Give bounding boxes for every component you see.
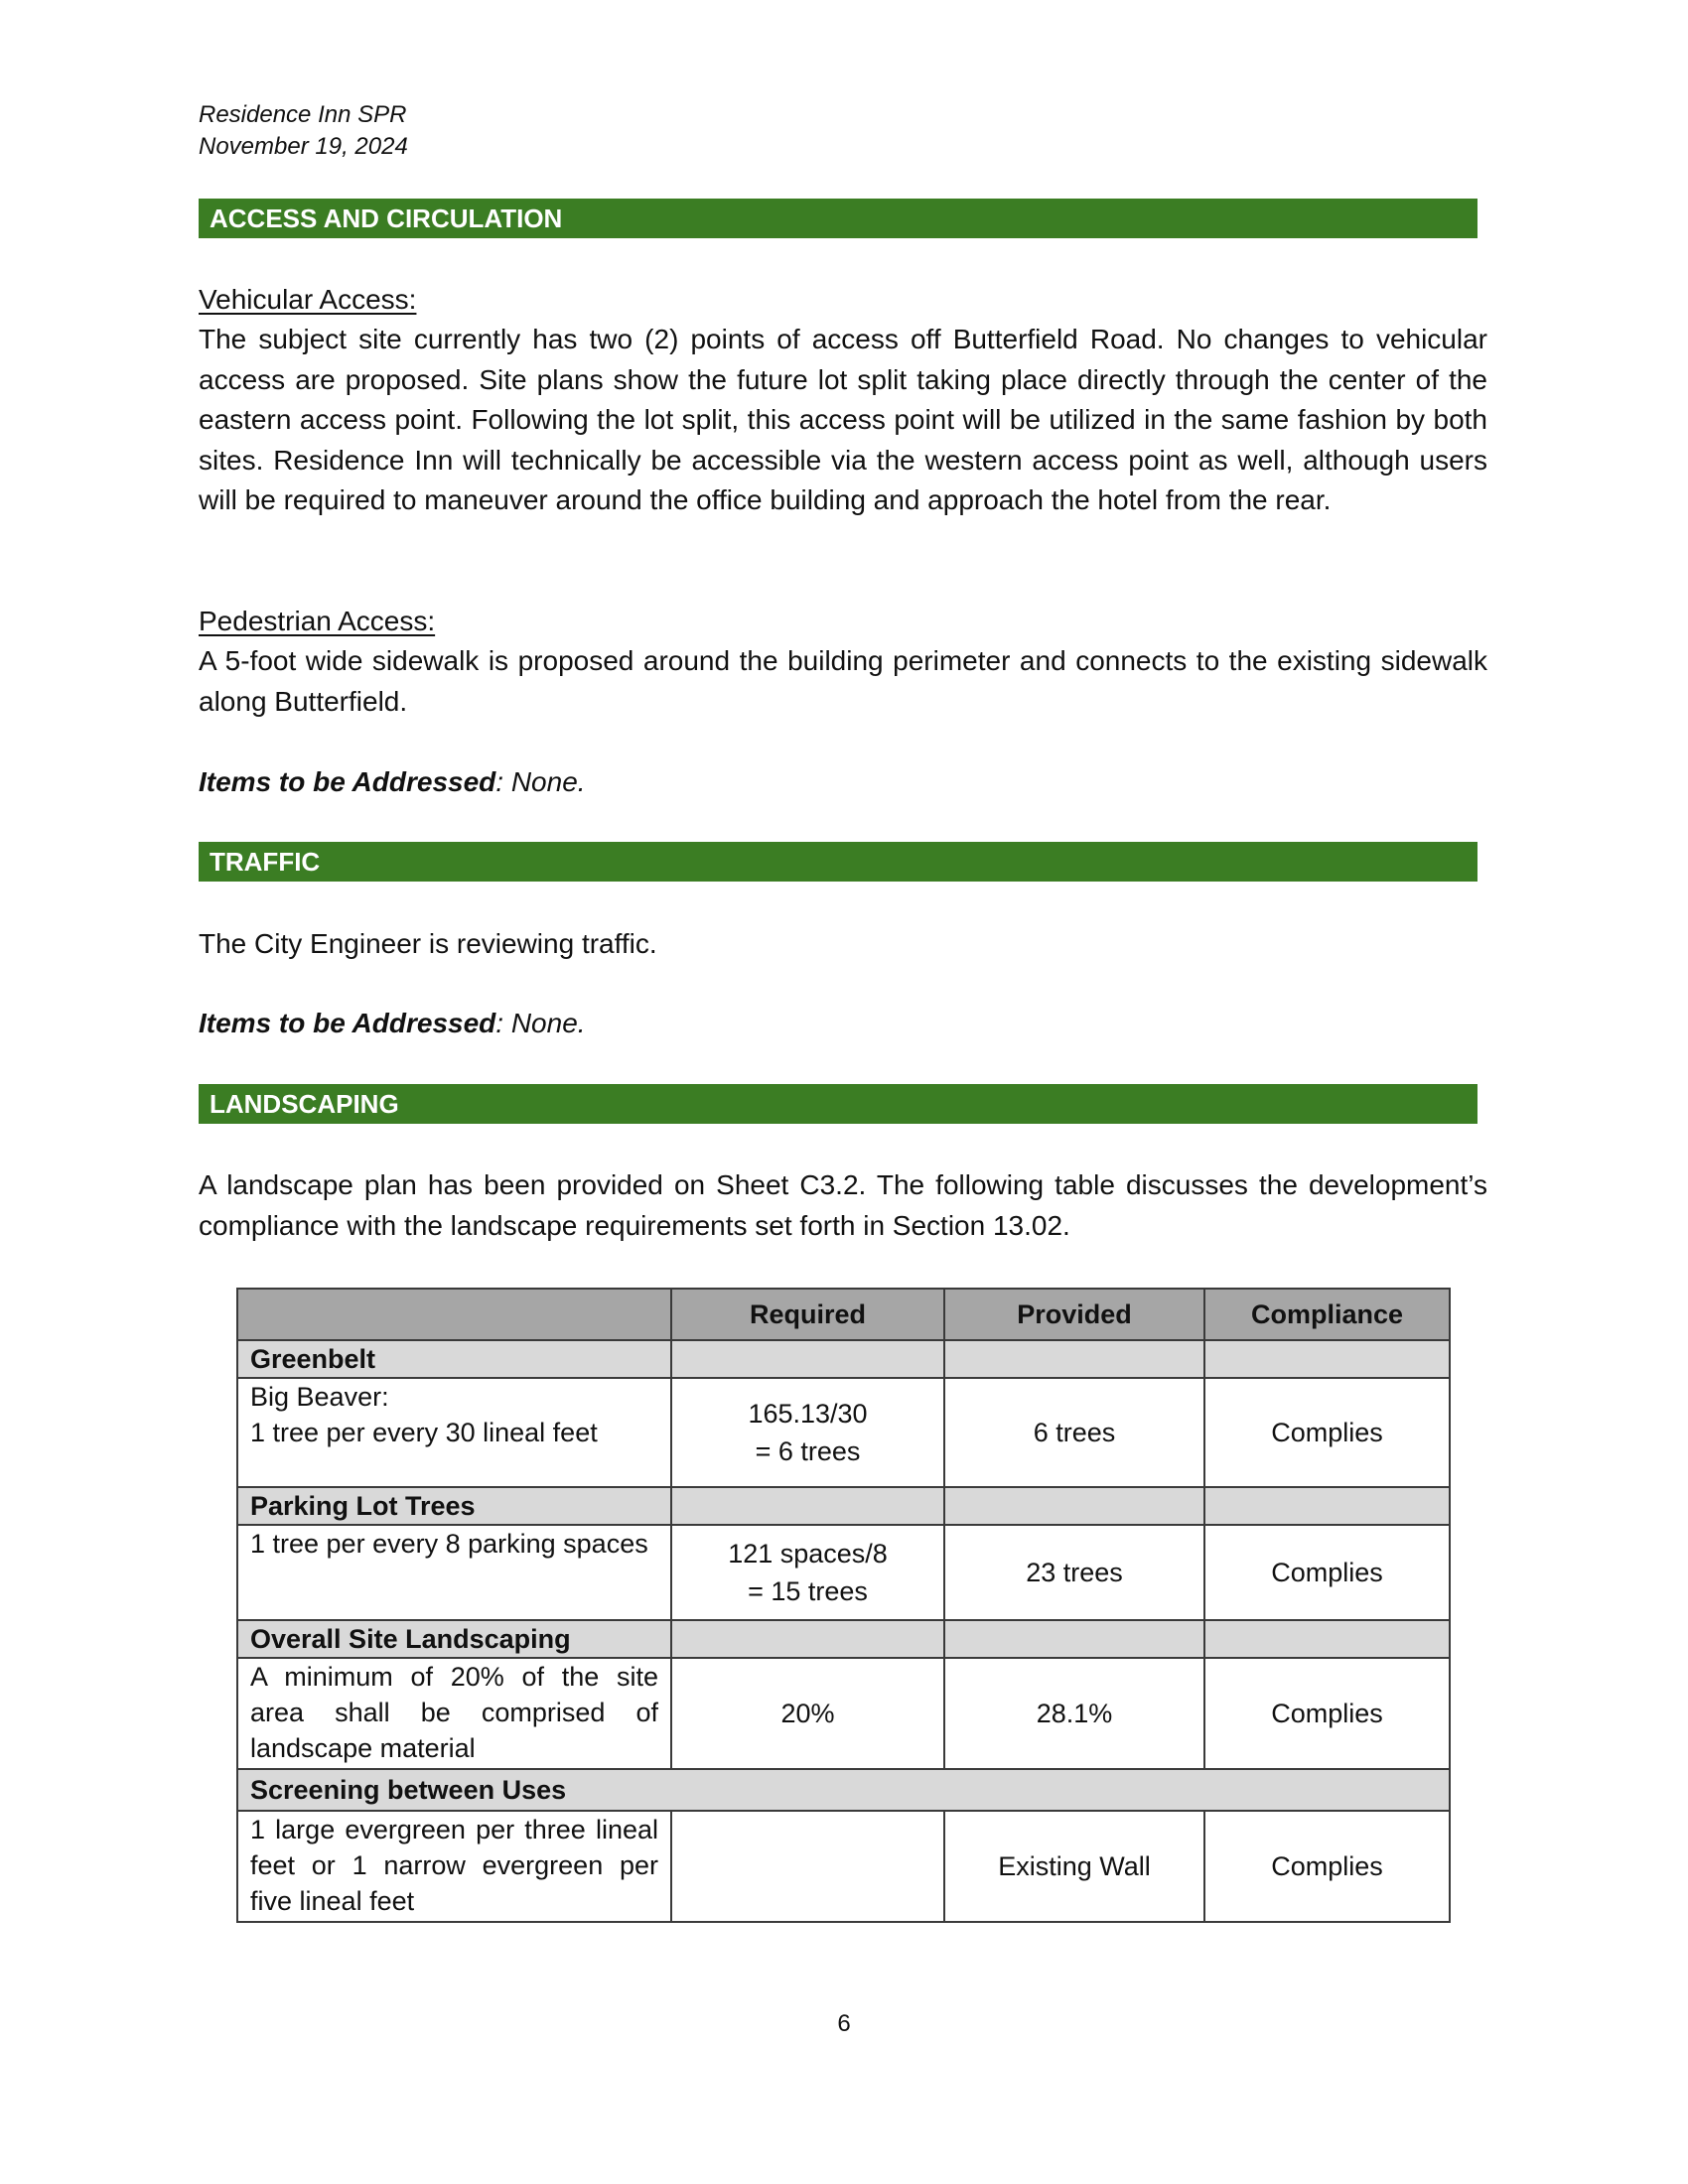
- table-row: [237, 1378, 1450, 1487]
- table-row: [237, 1658, 1450, 1769]
- required-cell: [671, 1811, 944, 1922]
- required-cell: 20%: [671, 1658, 944, 1769]
- table-header-criteria: [237, 1289, 671, 1340]
- category-overall-site-landscaping: Overall Site Landscaping: [237, 1620, 671, 1658]
- items-value: : None.: [495, 1008, 586, 1038]
- empty-cell: [1204, 1620, 1450, 1658]
- items-label: Items to be Addressed: [199, 1008, 496, 1038]
- category-parking-lot-trees: Parking Lot Trees: [237, 1487, 671, 1525]
- vehicular-access-label: Vehicular Access:: [199, 284, 417, 315]
- document-date: November 19, 2024: [199, 133, 408, 160]
- required-cell: [671, 1378, 944, 1487]
- pedestrian-access-label: Pedestrian Access:: [199, 606, 436, 636]
- table-header-row: [237, 1289, 1450, 1340]
- required-line: 121 spaces/8: [728, 1539, 888, 1569]
- table-header-provided: Provided: [944, 1289, 1204, 1340]
- compliance-cell: Complies: [1204, 1658, 1450, 1769]
- compliance-cell: Complies: [1204, 1811, 1450, 1922]
- criterion-cell: A minimum of 20% of the site area shall be comprised of landscape material: [237, 1658, 671, 1769]
- provided-cell: 28.1%: [944, 1658, 1204, 1769]
- compliance-cell: Complies: [1204, 1378, 1450, 1487]
- table-header-required: Required: [671, 1289, 944, 1340]
- table-row: [237, 1525, 1450, 1620]
- empty-cell: [1204, 1340, 1450, 1378]
- empty-cell: [1204, 1487, 1450, 1525]
- landscaping-text: A landscape plan has been provided on Sheet C3.2. The following table discusses the development’s compliance with the landscape requirements set forth in Section 13.02.: [199, 1169, 1487, 1241]
- provided-cell: Existing Wall: [944, 1811, 1204, 1922]
- landscape-compliance-table: [236, 1288, 1451, 1923]
- table-category-row: [237, 1340, 1450, 1378]
- provided-cell: 23 trees: [944, 1525, 1204, 1620]
- table-row: [237, 1811, 1450, 1922]
- empty-cell: [671, 1620, 944, 1658]
- access-items-to-address: [199, 762, 586, 802]
- provided-cell: 6 trees: [944, 1378, 1204, 1487]
- compliance-cell: Complies: [1204, 1525, 1450, 1620]
- empty-cell: [944, 1487, 1204, 1525]
- required-line: = 15 trees: [748, 1576, 868, 1606]
- items-label: Items to be Addressed: [199, 766, 496, 797]
- criterion-cell: 1 large evergreen per three lineal feet or 1 narrow evergreen per five lineal feet: [237, 1811, 671, 1922]
- category-greenbelt: Greenbelt: [237, 1340, 671, 1378]
- required-line: 165.13/30: [748, 1399, 868, 1429]
- criterion-line: Big Beaver:: [250, 1382, 389, 1412]
- criterion-cell: 1 tree per every 8 parking spaces: [237, 1525, 671, 1620]
- document-title: Residence Inn SPR: [199, 101, 407, 128]
- vehicular-access-text: The subject site currently has two (2) points of access off Butterfield Road. No changes to vehicular access are proposed. Site plans show the future lot split taking place directly through the center of the eastern access point. Following the lot split, this access point will be utilized in the same fashion by both sites. Residence Inn will technically be accessible via the western access point as well, although users will be required to maneuver around the office building and approach the hotel from the rear.: [199, 324, 1487, 515]
- traffic-text: The City Engineer is reviewing traffic.: [199, 928, 657, 959]
- empty-cell: [944, 1620, 1204, 1658]
- category-screening-between-uses: Screening between Uses: [237, 1769, 1450, 1811]
- empty-cell: [671, 1340, 944, 1378]
- empty-cell: [944, 1340, 1204, 1378]
- pedestrian-access-text: A 5-foot wide sidewalk is proposed around the building perimeter and connects to the existing sidewalk along Butterfield.: [199, 645, 1487, 717]
- criterion-line: 1 tree per every 30 lineal feet: [250, 1418, 598, 1447]
- page-number: 6: [837, 2010, 851, 2037]
- section-heading-landscaping: LANDSCAPING: [199, 1084, 1477, 1124]
- criterion-cell: [237, 1378, 671, 1487]
- empty-cell: [671, 1487, 944, 1525]
- table-category-row: [237, 1769, 1450, 1811]
- section-heading-access: ACCESS AND CIRCULATION: [199, 199, 1477, 238]
- table-category-row: [237, 1620, 1450, 1658]
- items-value: : None.: [495, 766, 586, 797]
- required-cell: [671, 1525, 944, 1620]
- section-heading-traffic: TRAFFIC: [199, 842, 1477, 882]
- table-category-row: [237, 1487, 1450, 1525]
- table-header-compliance: Compliance: [1204, 1289, 1450, 1340]
- required-line: = 6 trees: [755, 1436, 861, 1466]
- traffic-items-to-address: [199, 1004, 586, 1043]
